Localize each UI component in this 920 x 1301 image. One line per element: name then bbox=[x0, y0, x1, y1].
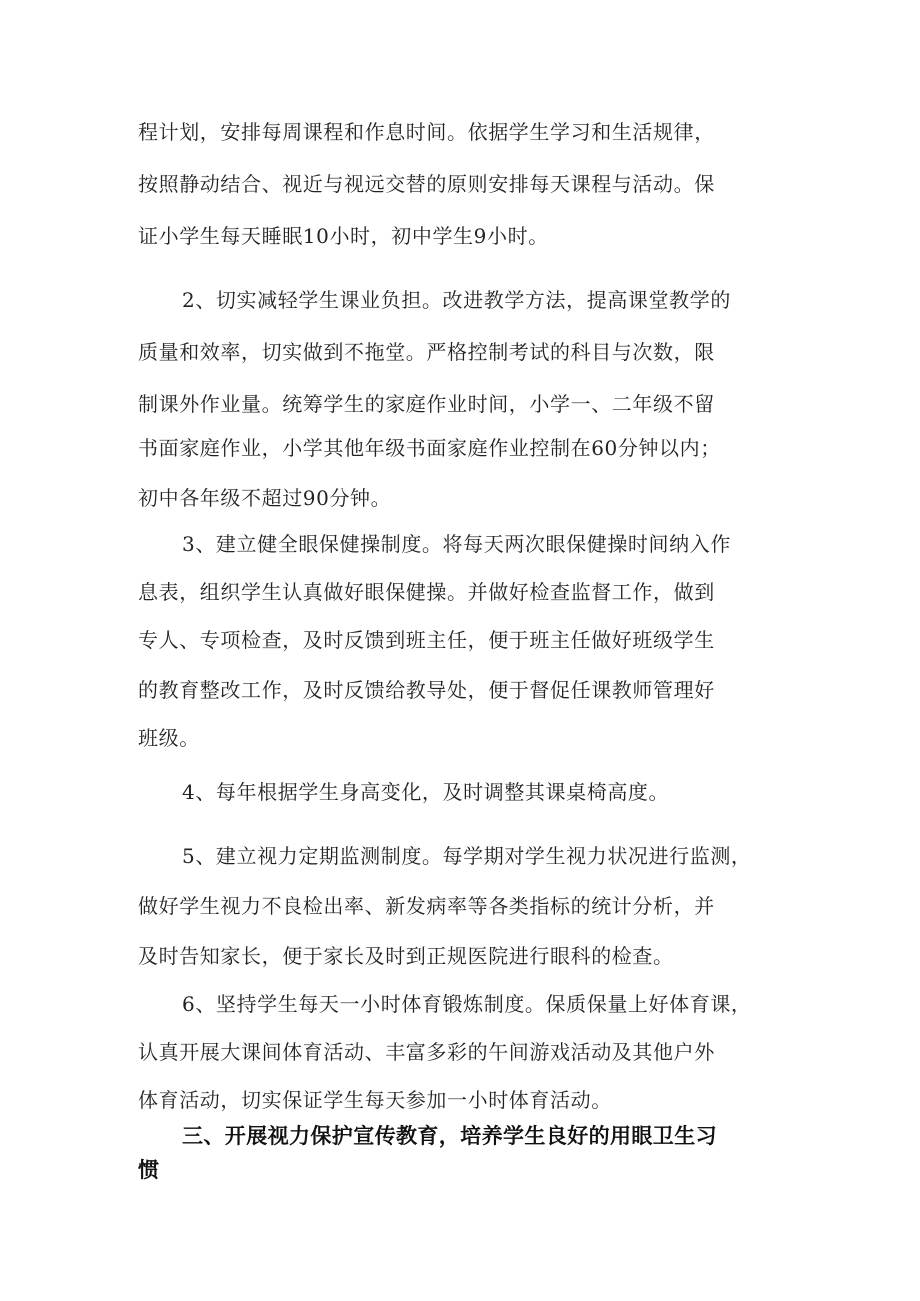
text-line: 的教育整改工作，及时反馈给教导处，便于督促任课教师管理好 bbox=[138, 678, 715, 702]
text-line: 2、切实减轻学生课业负担。改进教学方法，提高课堂教学的 bbox=[182, 288, 731, 312]
text-line: 证小学生每天睡眠10小时，初中学生9小时。 bbox=[138, 224, 549, 248]
text-line: 专人、专项检查，及时反馈到班主任，便于班主任做好班级学生 bbox=[138, 628, 715, 652]
text-line: 5、建立视力定期监测制度。每学期对学生视力状况进行监测， bbox=[182, 844, 752, 868]
text-line: 班级。 bbox=[138, 726, 200, 750]
text-line: 及时告知家长，便于家长及时到正规医院进行眼科的检查。 bbox=[138, 944, 674, 968]
text-line: 体育活动，切实保证学生每天参加一小时体育活动。 bbox=[138, 1088, 612, 1112]
text-line: 做好学生视力不良检出率、新发病率等各类指标的统计分析，并 bbox=[138, 894, 715, 918]
section-heading-continued: 惯 bbox=[138, 1158, 160, 1182]
text-line: 6、坚持学生每天一小时体育锻炼制度。保质保量上好体育课， bbox=[182, 992, 752, 1016]
text-line: 质量和效率，切实做到不拖堂。严格控制考试的科目与次数，限 bbox=[138, 340, 715, 364]
text-line: 按照静动结合、视近与视远交替的原则安排每天课程与活动。保 bbox=[138, 172, 715, 196]
text-line: 书面家庭作业，小学其他年级书面家庭作业控制在60分钟以内； bbox=[138, 436, 721, 460]
section-heading: 三、开展视力保护宣传教育，培养学生良好的用眼卫生习 bbox=[182, 1124, 717, 1148]
text-line: 程计划，安排每周课程和作息时间。依据学生学习和生活规律， bbox=[138, 120, 715, 144]
text-line: 初中各年级不超过90分钟。 bbox=[138, 486, 392, 510]
text-line: 制课外作业量。统筹学生的家庭作业时间，小学一、二年级不留 bbox=[138, 392, 715, 416]
text-line: 认真开展大课间体育活动、丰富多彩的午间游戏活动及其他户外 bbox=[138, 1040, 715, 1064]
text-line: 4、每年根据学生身高变化，及时调整其课桌椅高度。 bbox=[182, 780, 670, 804]
text-line: 息表，组织学生认真做好眼保健操。并做好检查监督工作，做到 bbox=[138, 580, 715, 604]
text-line: 3、建立健全眼保健操制度。将每天两次眼保健操时间纳入作 bbox=[182, 532, 731, 556]
